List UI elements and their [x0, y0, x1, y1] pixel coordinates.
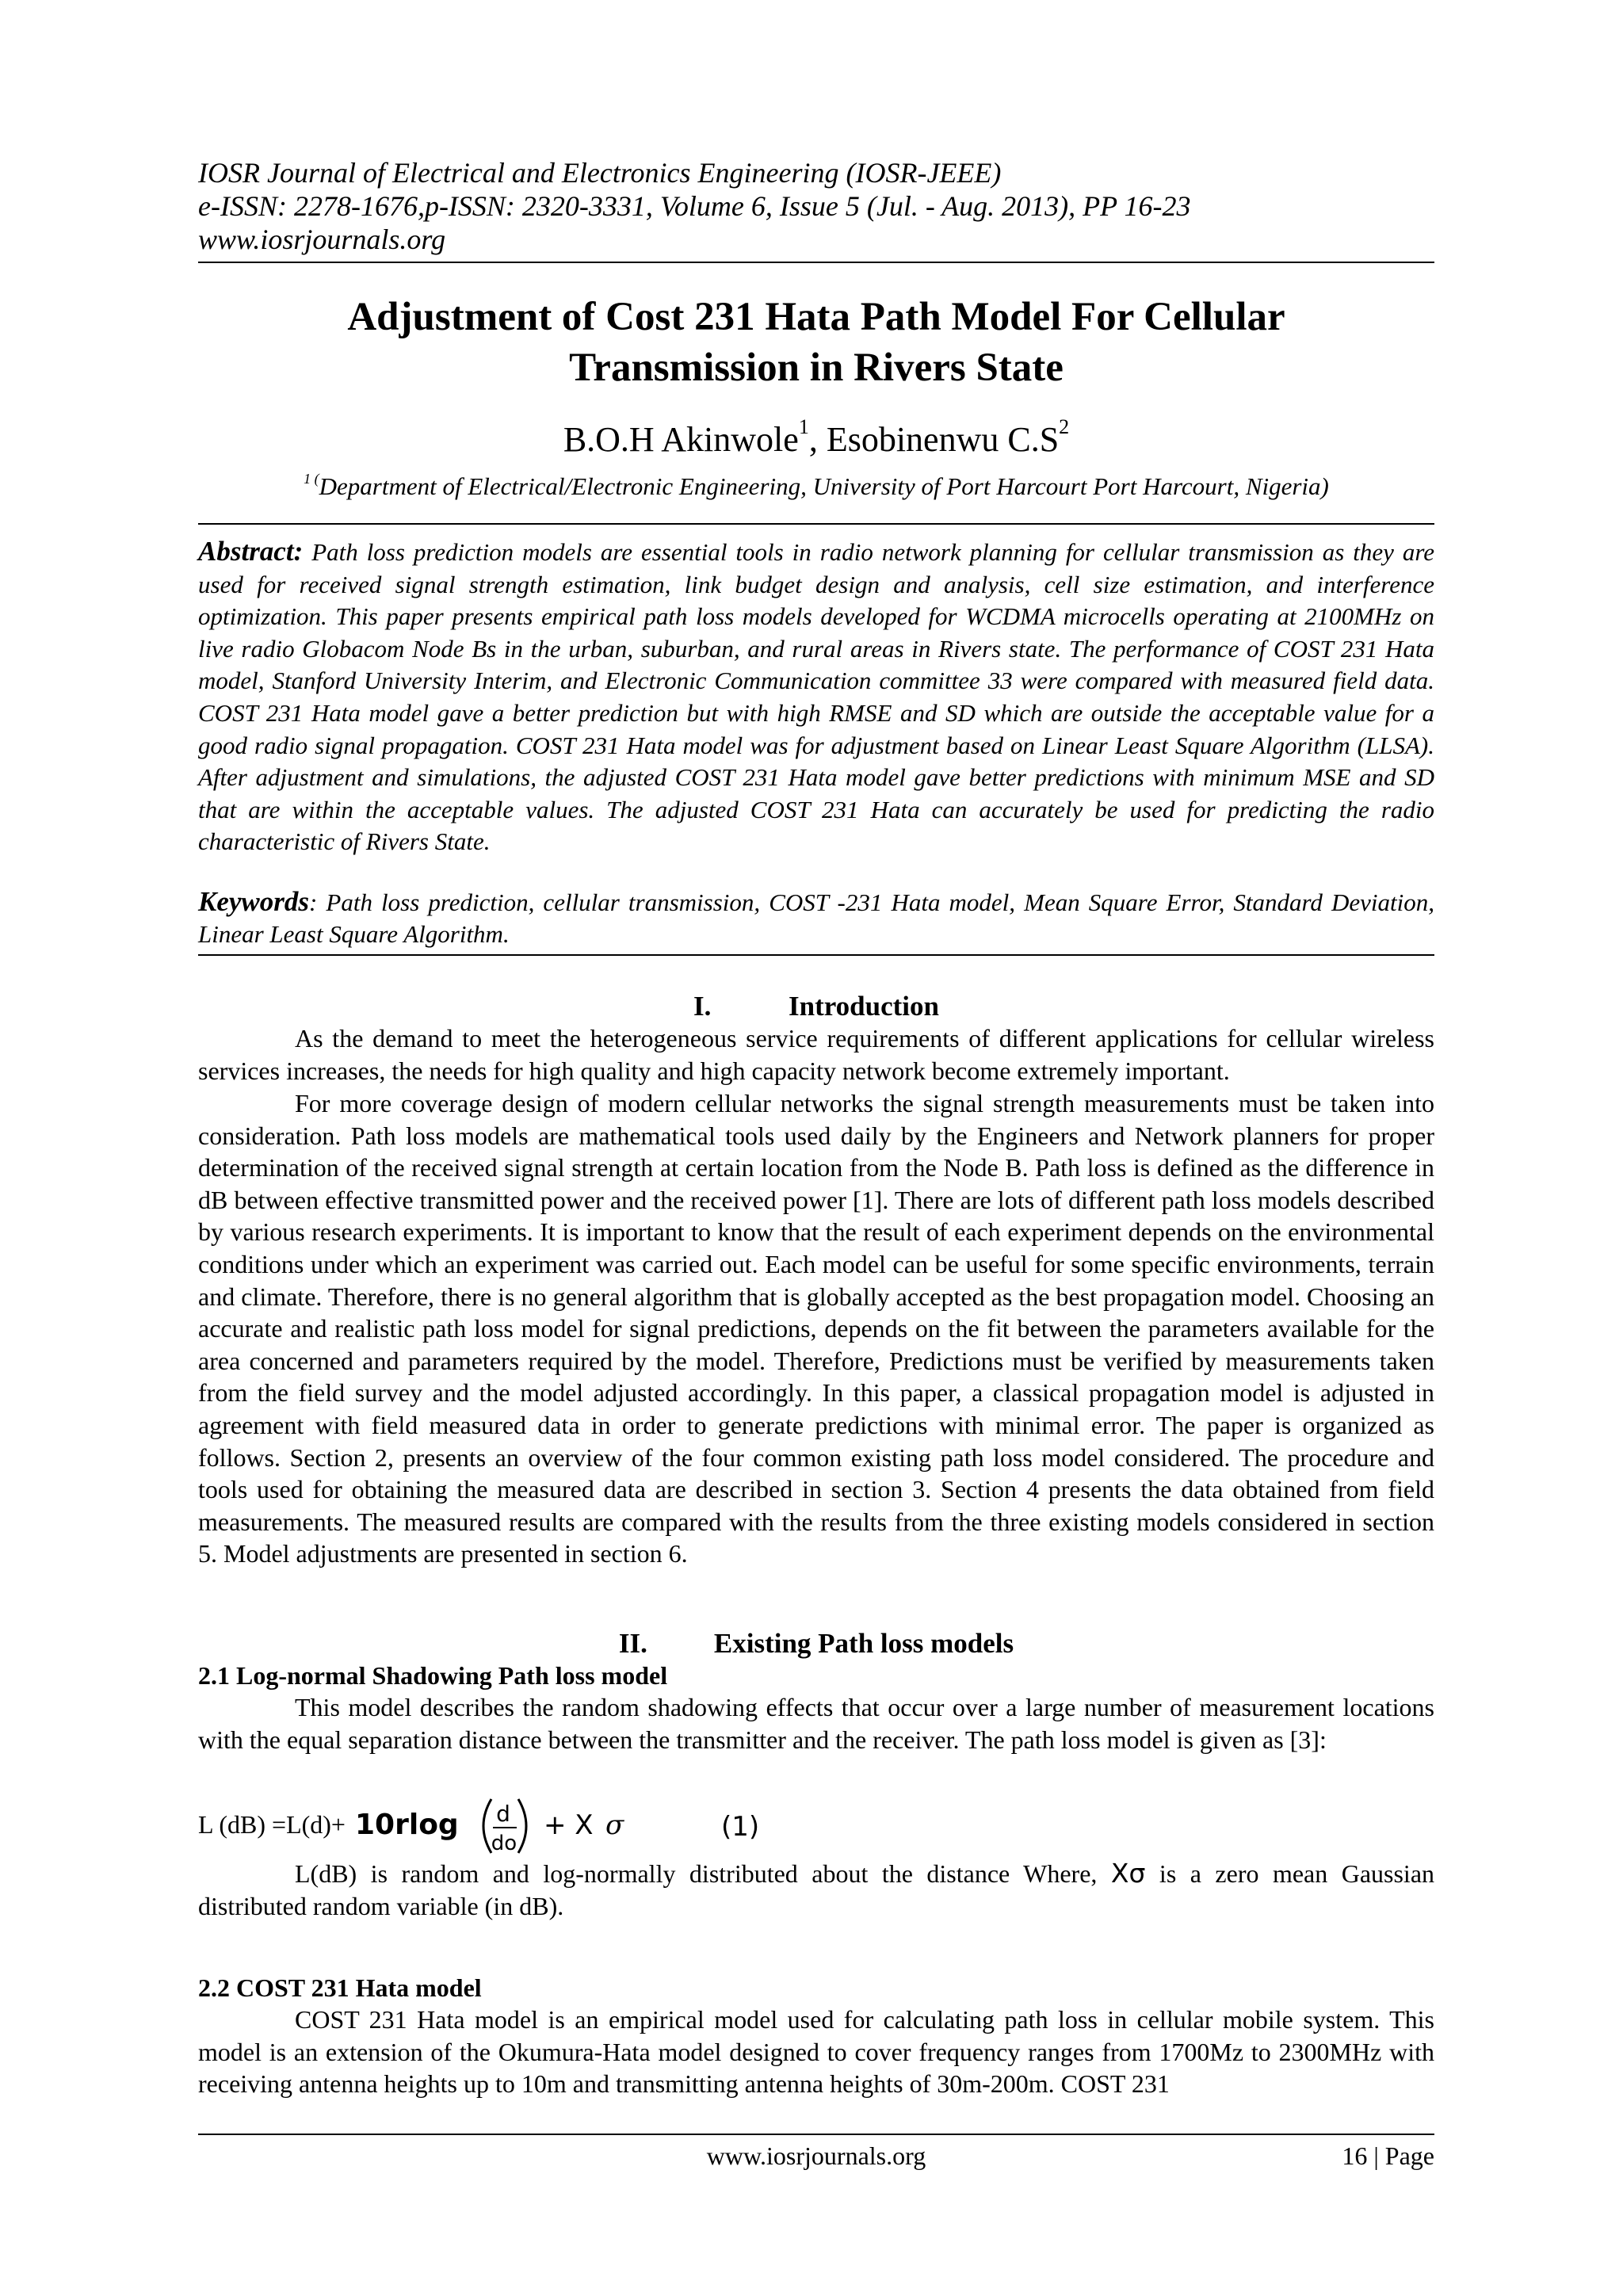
subsection-2-2-paragraph-1-text: COST 231 Hata model is an empirical model used for calculating path loss in cellular mobile system. This model is an extension of the Okumura-Hata model designed to cover frequency ranges from 1700Mz to 2300MHz with receiving antenna heights up to 10m and transmitting antenna heights of 30m-200m. COST 231 — [198, 2005, 1434, 2099]
equation-right-paren — [518, 1799, 526, 1853]
issn-line: e-ISSN: 2278-1676,p-ISSN: 2320-3331, Volume 6, Issue 5 (Jul. - Aug. 2013), PP 16-23 — [198, 190, 1191, 222]
author-2: Esobinenwu C.S — [826, 420, 1060, 459]
equation-denominator: do — [491, 1832, 517, 1855]
keywords-text: : Path loss prediction, cellular transmission, COST -231 Hata model, Mean Square Error, Standard Deviation, Linear Least Square Algorithm. — [198, 888, 1434, 948]
section-2-number: II. — [618, 1628, 647, 1659]
equation-coef: 10rlog — [355, 1809, 459, 1841]
equation-1-number — [721, 1804, 785, 1851]
equation-1-expression — [355, 1794, 688, 1858]
intro-paragraph-2-text: For more coverage design of modern cellular networks the signal strength measurements must be taken into consideration. Path loss models are mathematical tools used daily by the Engineers and Network planners for proper determination of the received signal strength at certain location from the Node B. Path loss is defined as the difference in dB between effective transmitted power and the received power [1]. There are lots of different path loss models described by various research experiments. It is important to know that the result of each experiment depends on the environmental conditions under which an experiment was carried out. Each model can be useful for some specific environments, terrain and climate. Therefore, there is no general algorithm that is globally accepted as the best propagation model. Choosing an accurate and realistic path loss model for signal predictions, depends on the fit between the parameters available for the area concerned and parameters required by the model. Therefore, Predictions must be verified by measurements taken from the field survey and the model adjusted accordingly. In this paper, a classical propagation model is adjusted in agreement with field measured data in order to generate predictions with minimal error. The paper is organized as follows. Section 2, presents an overview of the four common existing path loss model considered. The procedure and tools used for obtaining the measured data are described in section 3. Section 4 presents the data obtained from field measurements. The measured results are compared with the results from the three existing models considered in section 5. Model adjustments are presented in section 6. — [198, 1089, 1434, 1568]
subsection-2-1-paragraph-1-text: This model describes the random shadowing effects that occur over a large number of measurement locations with the equal separation distance between the transmitter and the receiver. The path loss model is given as [3]: — [198, 1693, 1434, 1754]
section-1-heading — [198, 989, 1434, 1024]
affiliation-text: Department of Electrical/Electronic Engineering, University of Port Harcourt Port Harcourt, Nigeria) — [319, 472, 1329, 500]
subsection-2-1-paragraph-2 — [198, 1858, 1434, 1922]
intro-paragraph-1 — [198, 1022, 1434, 1087]
abstract — [198, 536, 1434, 858]
equation-numerator: d — [496, 1801, 510, 1827]
equation-sigma: σ — [605, 1809, 624, 1841]
subsection-2-2-paragraph-1 — [198, 2004, 1434, 2100]
section-1-title: Introduction — [789, 991, 939, 1022]
abstract-bottom-rule — [198, 954, 1434, 956]
paper-title — [198, 292, 1434, 393]
footer-rule — [198, 2134, 1434, 2135]
keywords — [198, 886, 1434, 950]
subsection-2-1-heading: 2.1 Log-normal Shadowing Path loss model — [198, 1661, 668, 1690]
journal-website: www.iosrjournals.org — [198, 223, 446, 255]
author-2-sup: 2 — [1059, 415, 1070, 438]
equation-number-text: (1) — [721, 1811, 760, 1843]
subsection-2-1-paragraph-2-text-a: L(dB) is random and log-normally distributed about the distance Where, — [295, 1859, 1098, 1888]
page-number: 16 | Page — [1342, 2141, 1434, 2170]
keywords-label: Keywords — [198, 886, 309, 917]
header-rule — [198, 262, 1434, 263]
footer-website: www.iosrjournals.org — [706, 2141, 926, 2170]
author-1-sup: 1 — [798, 415, 809, 438]
section-2-title: Existing Path loss models — [713, 1628, 1014, 1659]
subsection-2-1-paragraph-2-text-b: is a zero mean Gaussian distributed random variable (in dB). — [198, 1859, 1435, 1920]
equation-plus-x: + X — [544, 1809, 594, 1841]
section-1-number: I. — [693, 991, 712, 1022]
inline-x-sigma-symbol: Xσ — [1110, 1858, 1146, 1889]
intro-paragraph-1-text: As the demand to meet the heterogeneous service requirements of different applications for cellular wireless services increases, the needs for high quality and high capacity network become extremely important. — [198, 1024, 1434, 1085]
affiliation — [198, 469, 1434, 504]
abstract-label: Abstract: — [198, 536, 304, 567]
author-separator: , — [808, 420, 827, 459]
title-line-1: Adjustment of Cost 231 Hata Path Model For Cellular — [347, 295, 1285, 339]
subsection-2-2-heading: 2.2 COST 231 Hata model — [198, 1973, 482, 2002]
equation-1-lhs: L (dB) =L(d)+ — [198, 1810, 346, 1839]
authors — [198, 415, 1434, 461]
affiliation-sup: 1 ( — [304, 471, 319, 487]
equation-1 — [198, 1794, 1149, 1858]
journal-name: IOSR Journal of Electrical and Electronics Engineering (IOSR-JEEE) — [198, 157, 1002, 189]
author-1: B.O.H Akinwole — [563, 420, 799, 459]
intro-paragraph-2 — [198, 1087, 1434, 1570]
section-2-heading — [198, 1626, 1434, 1661]
abstract-top-rule — [198, 523, 1434, 525]
equation-left-paren — [483, 1799, 491, 1853]
title-line-2: Transmission in Rivers State — [569, 346, 1064, 390]
subsection-2-1-paragraph-1 — [198, 1691, 1434, 1755]
abstract-text: Path loss prediction models are essential tools in radio network planning for cellular transmission as they are used for received signal strength estimation, link budget design and analysis, cell size estimation, and interference optimization. This paper presents empirical path loss models developed for WCDMA microcells operating at 2100MHz on live radio Globacom Node Bs in the urban, suburban, and rural areas in Rivers state. The performance of COST 231 Hata model, Stanford University Interim, and Electronic Communication committee 33 were compared with measured field data. COST 231 Hata model gave a better prediction but with high RMSE and SD which are outside the acceptable value for a good radio signal propagation. COST 231 Hata model was for adjustment based on Linear Least Square Algorithm (LLSA). After adjustment and simulations, the adjusted COST 231 Hata model gave better predictions with minimum MSE and SD that are within the acceptable values. The adjusted COST 231 Hata can accurately be used for predicting the radio characteristic of Rivers State. — [198, 538, 1434, 856]
